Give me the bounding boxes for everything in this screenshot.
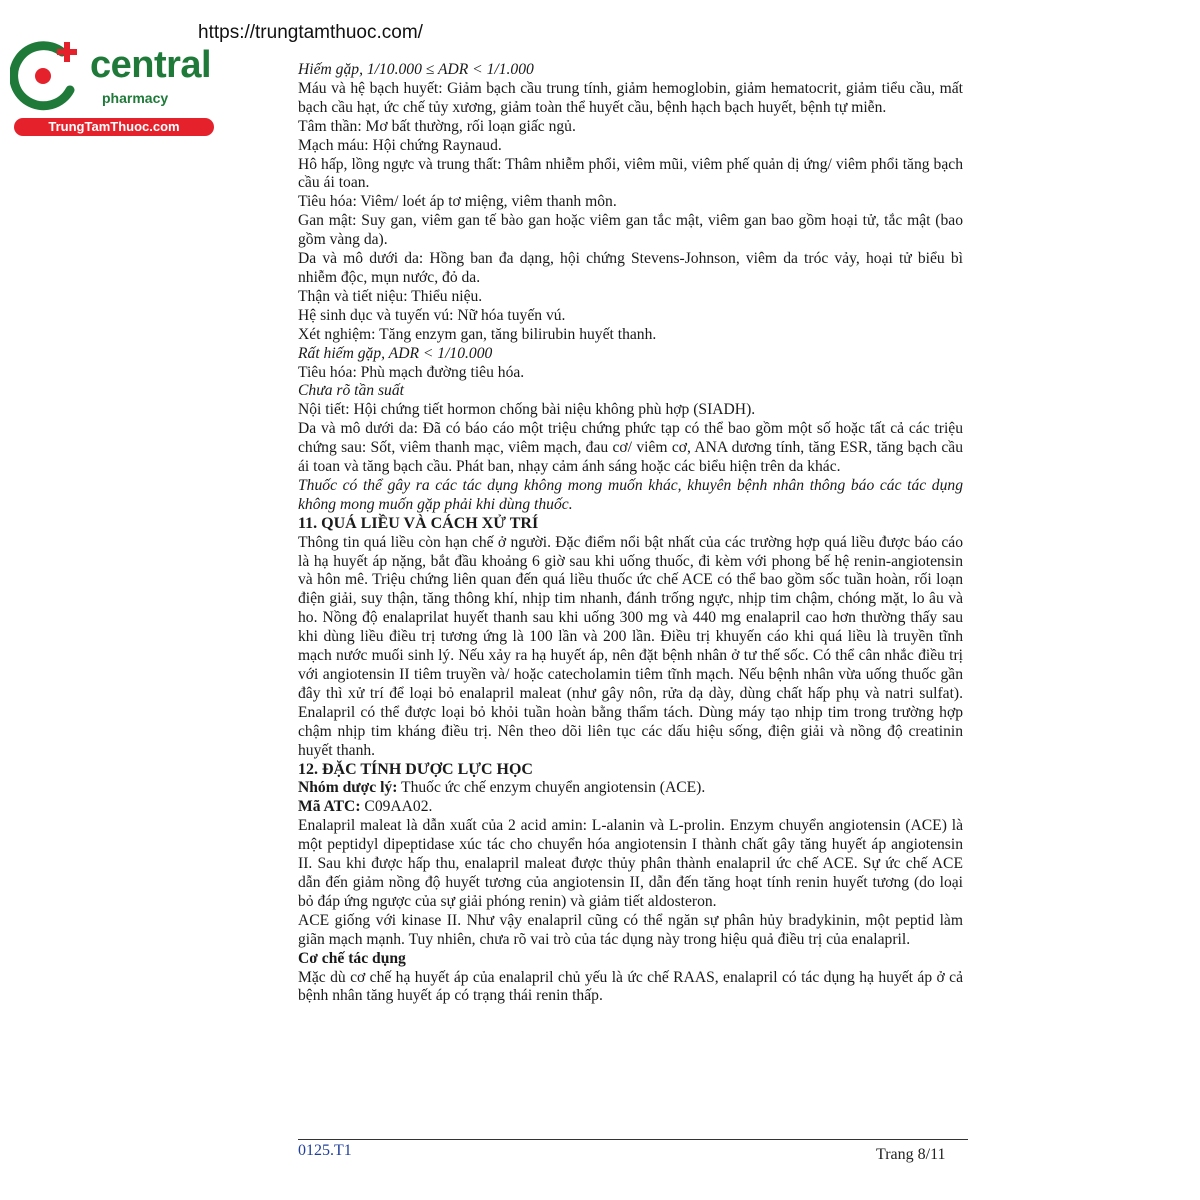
- atc-code: [298, 798, 963, 817]
- list-item: Gan mật: Suy gan, viêm gan tế bào gan hoặc viêm gan tắc mật, viêm gan bao gồm hoại tử, tắc mật (bao gồm vàng da).: [298, 212, 963, 249]
- document-code: 0125.T1: [298, 1142, 352, 1159]
- section-11-body: Thông tin quá liều còn hạn chế ở người. Đặc điểm nổi bật nhất của các trường hợp quá liều được báo cáo là hạ huyết áp nặng, bắt đầu khoảng 6 giờ sau khi uống thuốc, đi kèm với phong bế hệ renin-angiotensin và hôn mê. Triệu chứng liên quan đến quá liều thuốc ức chế ACE có thể bao gồm sốc tuần hoàn, rối loạn điện giải, suy thận, tăng thông khí, nhịp tim nhanh, đánh trống ngực, nhịp tim chậm, chóng mặt, lo âu và ho. Nồng độ enalaprilat huyết thanh sau khi uống 300 mg và 440 mg enalapril cao hơn thường thấy sau khi dùng liều điều trị tương ứng là 100 lần và 200 lần. Điều trị khuyến cáo khi quá liều là truyền tĩnh mạch nước muối sinh lý. Nếu xảy ra hạ huyết áp, nên đặt bệnh nhân ở tư thế sốc. Có thể cân nhắc điều trị với angiotensin II tiêm truyền và/ hoặc catecholamin tiêm tĩnh mạch. Nếu bệnh nhân vừa uống thuốc gần đây thì xử trí để loại bỏ enalapril maleat (như gây nôn, rửa dạ dày, dùng chất hấp phụ và natri sulfat). Enalapril có thể được loại bỏ khỏi tuần hoàn bằng thẩm tách. Dùng máy tạo nhịp tim trong trường hợp chậm nhịp tim kháng điều trị. Nên theo dõi liên tục các dấu hiệu sống, điện giải và nồng độ creatinin huyết thanh.: [298, 533, 963, 759]
- list-item: Máu và hệ bạch huyết: Giảm bạch cầu trung tính, giảm hemoglobin, giảm hematocrit, giảm tiểu cầu, mất bạch cầu hạt, ức chế tủy xương, giảm toàn thể huyết cầu, bệnh hạch bạch huyết, bệnh tự miễn.: [298, 79, 963, 116]
- list-item: Da và mô dưới da: Đã có báo cáo một triệu chứng phức tạp có thể bao gồm một số hoặc tất cả các triệu chứng sau: Sốt, viêm thanh mạc, viêm mạch, đau cơ/ viêm cơ, ANA dương tính, tăng ESR, tăng bạch cầu ái toan và tăng bạch cầu. Phát ban, nhạy cảm ánh sáng hoặc các biểu hiện trên da khác.: [298, 420, 963, 476]
- mechanism-body: Mặc dù cơ chế hạ huyết áp của enalapril chủ yếu là ức chế RAAS, enalapril có tác dụng hạ huyết áp ở cả bệnh nhân tăng huyết áp có trạng thái renin thấp.: [298, 968, 963, 1005]
- brand-name: central: [90, 44, 212, 86]
- section-12-paragraph: Enalapril maleat là dẫn xuất của 2 acid amin: L-alanin và L-prolin. Enzym chuyển angiotensin (ACE) là một peptidyl dipeptidase xúc tác cho chuyển hóa angiotensin I thành chất gây tăng huyết áp angiotensin II. Sau khi được hấp thu, enalapril maleat được thủy phân thành enalapril ức chế ACE. Sự ức chế ACE dẫn đến giảm nồng độ huyết tương của angiotensin II, dẫn đến tăng hoạt tính renin huyết tương (do loại bỏ đáp ứng ngược của sự giải phóng renin) và giảm tiết aldosteron.: [298, 817, 963, 910]
- rare-effects-list: [298, 80, 963, 345]
- list-item: Nội tiết: Hội chứng tiết hormon chống bài niệu không phù hợp (SIADH).: [298, 401, 756, 419]
- mechanism-heading: Cơ chế tác dụng: [298, 949, 406, 967]
- rare-heading: Hiếm gặp, 1/10.000 ≤ ADR < 1/1.000: [298, 61, 534, 78]
- brand-badge: TrungTamThuoc.com: [14, 118, 214, 136]
- atc-label: Mã ATC:: [298, 798, 361, 816]
- advice-note: Thuốc có thể gây ra các tác dụng không mong muốn khác, khuyên bệnh nhân thông báo các tác dụng không mong muốn gặp phải khi dùng thuốc.: [298, 476, 963, 513]
- document-body: [298, 61, 963, 1006]
- pharmacologic-group: [298, 779, 963, 798]
- central-pharmacy-logo: [10, 38, 220, 138]
- atc-value: C09AA02.: [360, 798, 433, 816]
- list-item: Tiêu hóa: Phù mạch đường tiêu hóa.: [298, 363, 525, 381]
- unknown-frequency-heading: Chưa rõ tần suất: [298, 382, 404, 400]
- brand-subtitle: pharmacy: [102, 90, 169, 106]
- section-12-title: 12. ĐẶC TÍNH DƯỢC LỰC HỌC: [298, 760, 533, 778]
- section-11-title: 11. QUÁ LIỀU VÀ CÁCH XỬ TRÍ: [298, 514, 539, 532]
- list-item: Hô hấp, lồng ngực và trung thất: Thâm nhiễm phổi, viêm mũi, viêm phế quản dị ứng/ viêm phổi tăng bạch cầu ái toan.: [298, 155, 963, 192]
- footer-divider: [298, 1139, 968, 1140]
- pharmacy-c-icon: [10, 38, 90, 118]
- list-item: Mạch máu: Hội chứng Raynaud.: [298, 136, 502, 154]
- section-12-paragraph: ACE giống với kinase II. Như vậy enalapril cũng có thể ngăn sự phân hủy bradykinin, một peptid làm giãn mạch mạnh. Tuy nhiên, chưa rõ vai trò của tác dụng này trong hiệu quả điều trị của enalapril.: [298, 911, 963, 948]
- list-item: Xét nghiệm: Tăng enzym gan, tăng bilirubin huyết thanh.: [298, 325, 657, 343]
- list-item: Hệ sinh dục và tuyến vú: Nữ hóa tuyến vú.: [298, 306, 566, 324]
- very-rare-heading: Rất hiếm gặp, ADR < 1/10.000: [298, 344, 493, 362]
- list-item: Da và mô dưới da: Hồng ban đa dạng, hội chứng Stevens-Johnson, viêm da tróc vảy, hoại tử biểu bì nhiễm độc, mụn nước, đỏ da.: [298, 250, 963, 286]
- group-label: Nhóm dược lý:: [298, 779, 398, 797]
- page-number: Trang 8/11: [876, 1146, 946, 1163]
- source-url[interactable]: https://trungtamthuoc.com/: [198, 22, 423, 43]
- list-item: Tâm thần: Mơ bất thường, rối loạn giấc ngủ.: [298, 117, 576, 135]
- list-item: Thận và tiết niệu: Thiểu niệu.: [298, 287, 483, 305]
- group-value: Thuốc ức chế enzym chuyển angiotensin (ACE).: [397, 779, 706, 797]
- list-item: Tiêu hóa: Viêm/ loét áp tơ miệng, viêm thanh môn.: [298, 193, 617, 211]
